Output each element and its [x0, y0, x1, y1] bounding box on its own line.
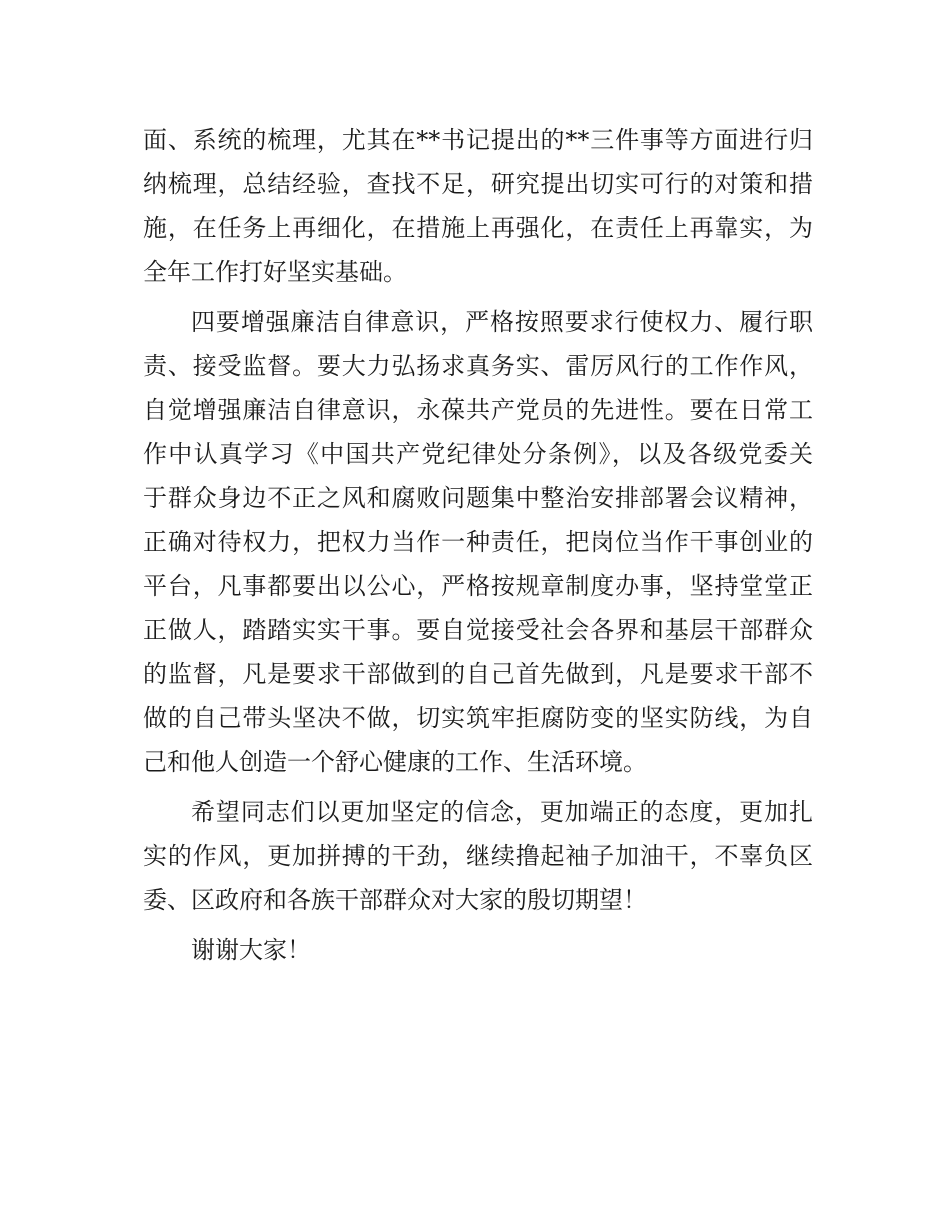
closing-line: 谢谢大家！ [191, 936, 311, 964]
text-line: 做的自己带头坚决不做，切实筑牢拒腐防变的坚实防线，为自 [143, 704, 813, 732]
text-line: 全年工作打好坚实基础。 [143, 258, 407, 286]
text-line: 纳梳理，总结经验，查找不足，研究提出切实可行的对策和措 [143, 170, 813, 198]
text-line: 实的作风，更加拼搏的干劲，继续撸起袖子加油干，不辜负区 [143, 842, 813, 870]
text-line: 正确对待权力，把权力当作一种责任，把岗位当作干事创业的 [143, 528, 813, 556]
text-line: 面、系统的梳理，尤其在**书记提出的**三件事等方面进行归 [143, 126, 813, 154]
text-line: 平台，凡事都要出以公心，严格按规章制度办事，坚持堂堂正 [143, 572, 813, 600]
text-line: 作中认真学习《中国共产党纪律处分条例》，以及各级党委关 [143, 440, 813, 468]
text-line: 自觉增强廉洁自律意识，永葆共产党员的先进性。要在日常工 [143, 396, 813, 424]
text-line: 正做人，踏踏实实干事。要自觉接受社会各界和基层干部群众 [143, 616, 813, 644]
paragraph-integrity [143, 300, 813, 784]
text-line: 己和他人创造一个舒心健康的工作、生活环境。 [143, 748, 647, 776]
paragraph-closing [143, 928, 813, 972]
text-line: 于群众身边不正之风和腐败问题集中整治安排部署会议精神， [143, 484, 813, 512]
text-line: 的监督，凡是要求干部做到的自己首先做到，凡是要求干部不 [143, 660, 813, 688]
text-line: 希望同志们以更加坚定的信念，更加端正的态度，更加扎 [191, 798, 813, 826]
paragraph-expectation [143, 790, 813, 922]
text-line: 四要增强廉洁自律意识，严格按照要求行使权力、履行职 [191, 308, 813, 336]
text-line: 委、区政府和各族干部群众对大家的殷切期望！ [143, 886, 647, 914]
document-body [143, 118, 813, 972]
paragraph-continuation [143, 118, 813, 294]
text-line: 施，在任务上再细化，在措施上再强化，在责任上再靠实，为 [143, 214, 813, 242]
text-line: 责、接受监督。要大力弘扬求真务实、雷厉风行的工作作风， [143, 352, 813, 380]
